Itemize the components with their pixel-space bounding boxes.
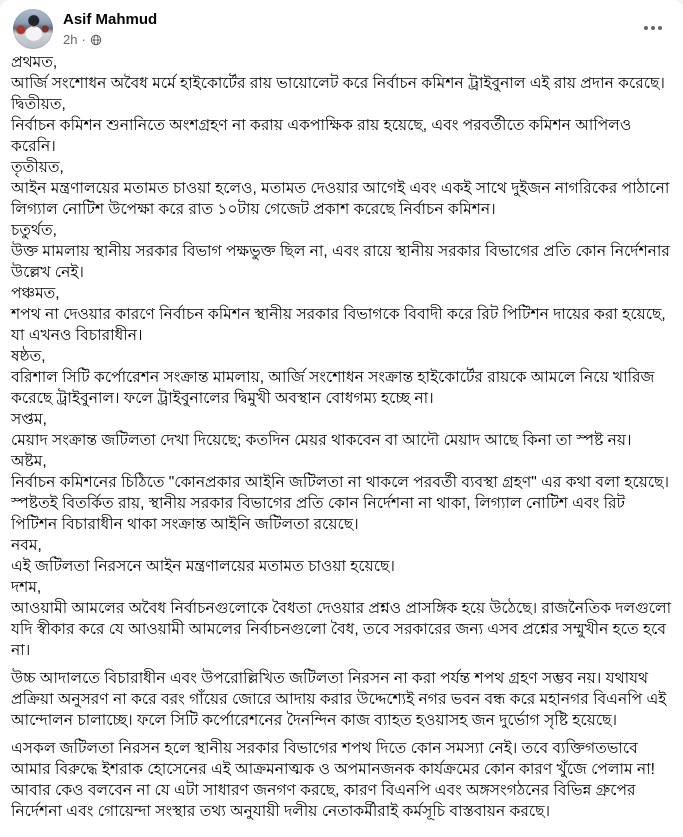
ellipsis-icon xyxy=(644,26,662,30)
point-text: শপথ না দেওয়ার কারণে নির্বাচন কমিশন স্থানীয় সরকার বিভাগকে বিবাদী করে রিট পিটিশন দায়ের করা হয়েছে, যা এখনও বিচারাধীন। xyxy=(11,306,666,344)
paragraph: উচ্চ আদালতে বিচারাধীন এবং উপরোল্লিখিত জটিলতা নিরসন না করা পর্যন্ত শপথ গ্রহণ সম্ভব নয়। যথাযথ প্রক্রিয়া অনুসরণ না করে বরং গাঁয়ের জোরে আদায় করার উদ্দেশ্যেই নগর ভবন বন্ধ করে মহানগর বিএনপি এই আন্দোলন চালাচ্ছে। ফলে সিটি কর্পোরেশনের দৈনন্দিন কাজ ব্যাহত হওয়াসহ জন দুর্ভোগ সৃষ্টি হয়েছে। xyxy=(11,670,667,729)
point-text: নির্বাচন কমিশন শুনানিতে অংশগ্রহণ না করায় একপাক্ষিক রায় হয়েছে, এবং পরবর্তীতে কমিশন আপিলও করেনি। xyxy=(11,117,632,155)
point-text: এই জটিলতা নিরসনে আইন মন্ত্রণালয়ের মতামত চাওয়া হয়েছে। xyxy=(11,558,395,575)
numbered-point xyxy=(11,577,673,661)
point-text: উক্ত মামলায় স্থানীয় সরকার বিভাগ পক্ষভুক্ত ছিল না, এবং রায়ে স্থানীয় সরকার বিভাগের প্রতি কোন নির্দেশনার উল্লেখ নেই। xyxy=(11,243,670,281)
point-text: আওয়ামী আমলের অবৈধ নির্বাচনগুলোকে বৈধতা দেওয়ার প্রশ্নও প্রাসঙ্গিক হয়ে উঠেছে। রাজনৈতিক দলগুলো যদি স্বীকার করে যে আওয়ামী আমলের নির্বাচনগুলো বৈধ, তবে সরকারের জন্য এসব প্রশ্নের সম্মুখীন হতে হবে না। xyxy=(11,600,672,659)
numbered-point xyxy=(11,283,673,346)
point-text: নির্বাচন কমিশনের চিঠিতে "কোনপ্রকার আইনি জটিলতা না থাকলে পরবর্তী ব্যবস্থা গ্রহণ" এর কথা বলা হয়েছে। স্পষ্টতই বিতর্কিত রায়, স্থানীয় সরকার বিভাগের প্রতি কোন নির্দেশনা না থাকা, লিগ্যাল নোটিশ এবং রিট পিটিশন বিচারাধীন থাকা সংক্রান্ত আইনি জটিলতা রয়েছে। xyxy=(11,474,670,533)
numbered-point xyxy=(11,52,673,94)
point-label: দ্বিতীয়ত, xyxy=(11,96,66,113)
paragraph: এসকল জটিলতা নিরসন হলে স্থানীয় সরকার বিভাগের শপথ দিতে কোন সমস্যা নেই। তবে ব্যক্তিগতভাবে আমার বিরুদ্ধে ইশরাক হোসেনের এই আক্রমনাত্মক ও অপমানজনক কার্যক্রমের কোন কারণ খুঁজে পেলাম না! আবার কেও বলবেন না যে এটা সাধারণ জনগণ করছে, কারণ বিএনপি এবং অঙ্গসংগঠনের বিভিন্ন গ্রুপের নির্দেশনা এবং গোয়েন্দা সংস্থার তথ্য অনুযায়ী দলীয় নেতাকর্মীরাই কর্মসূচি বাস্তবায়ন করছে। xyxy=(11,740,655,820)
point-label: অষ্টম, xyxy=(11,453,47,470)
post-body-text xyxy=(0,49,683,830)
globe-icon xyxy=(90,34,102,46)
numbered-point xyxy=(11,94,673,157)
numbered-point xyxy=(11,535,673,577)
numbered-point xyxy=(11,451,673,535)
closing-paragraphs xyxy=(11,668,673,822)
post-options-button[interactable] xyxy=(637,14,669,42)
post-meta xyxy=(63,31,157,48)
post-header xyxy=(0,0,683,49)
point-label: প্রথমত, xyxy=(11,54,58,71)
point-text: আর্জি সংশোধন অবৈধ মর্মে হাইকোর্টের রায় ভায়োলেট করে নির্বাচন কমিশন ট্রাইবুনাল এই রায় প্রদান করেছে। xyxy=(11,75,665,92)
point-label: দশম, xyxy=(11,579,42,596)
point-label: তৃতীয়ত, xyxy=(11,159,64,176)
numbered-point xyxy=(11,220,673,283)
point-text: বরিশাল সিটি কর্পোরেশন সংক্রান্ত মামলায়, আর্জি সংশোধন সংক্রান্ত হাইকোর্টের রায়কে আমলে নিয়ে খারিজ করেছে ট্রাইবুনাল। ফলে ট্রাইবুনালের দ্বিমুখী অবস্থান বোধগম্য হচ্ছে না। xyxy=(11,369,655,407)
point-label: ষষ্ঠত, xyxy=(11,348,46,365)
numbered-point xyxy=(11,409,673,451)
author-name[interactable]: Asif Mahmud xyxy=(63,11,158,28)
point-text: আইন মন্ত্রণালয়ের মতামত চাওয়া হলেও, মতামত দেওয়ার আগেই এবং একই সাথে দুইজন নাগরিকের পাঠানো লিগ্যাল নোটিশ উপেক্ষা করে রাত ১০টায় গেজেট প্রকাশ করেছে নির্বাচন কমিশন। xyxy=(11,180,670,218)
timestamp[interactable]: 2h xyxy=(63,32,78,47)
point-label: নবম, xyxy=(11,537,42,554)
meta-separator: · xyxy=(81,32,86,47)
point-label: পঞ্চমত, xyxy=(11,285,60,302)
avatar[interactable] xyxy=(13,9,53,49)
point-label: চতুর্থত, xyxy=(11,222,57,239)
point-text: মেয়াদ সংক্রান্ত জটিলতা দেখা দিয়েছে; কতদিন মেয়র থাকবেন বা আদৌ মেয়াদ আছে কিনা তা স্পষ্ট নয়। xyxy=(11,432,632,449)
point-label: সপ্তম, xyxy=(11,411,47,428)
numbered-points-list xyxy=(11,52,673,661)
numbered-point xyxy=(11,157,673,220)
post-header-text xyxy=(63,9,157,48)
numbered-point xyxy=(11,346,673,409)
